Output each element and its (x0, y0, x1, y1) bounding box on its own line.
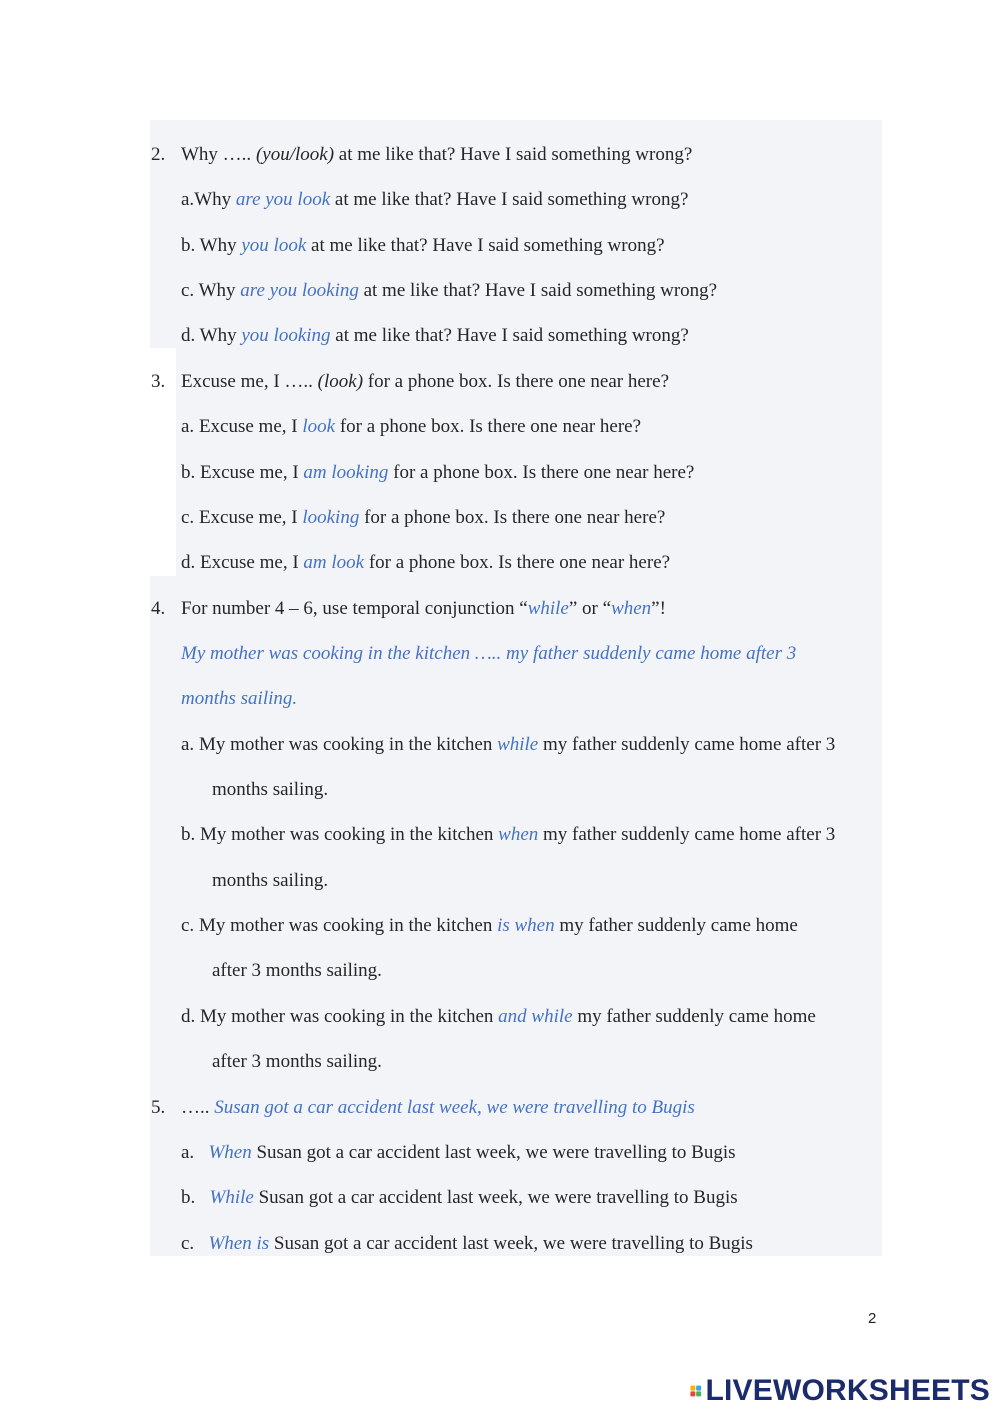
question-prompt: Why ….. (you/look) at me like that? Have I said something wrong? (181, 144, 693, 165)
option-item[interactable]: b. While Susan got a car accident last week, we were travelling to Bugis (181, 1187, 738, 1208)
option-item[interactable]: a. Excuse me, I look for a phone box. Is there one near here? (181, 416, 642, 437)
option-item[interactable]: a. My mother was cooking in the kitchen while my father suddenly came home after 3 (181, 734, 836, 755)
option-item[interactable]: b. Why you look at me like that? Have I said something wrong? (181, 235, 665, 256)
question-number: 4. (151, 598, 166, 619)
option-continuation: after 3 months sailing. (212, 960, 382, 981)
question-sentence: My mother was cooking in the kitchen ….. my father suddenly came home after 3 (181, 643, 797, 664)
option-item[interactable]: c. My mother was cooking in the kitchen is when my father suddenly came home (181, 915, 798, 936)
option-item[interactable]: b. Excuse me, I am looking for a phone box. Is there one near here? (181, 462, 695, 483)
option-item[interactable]: c. Why are you looking at me like that? Have I said something wrong? (181, 280, 718, 301)
question-instruction: For number 4 – 6, use temporal conjunction “while” or “when”! (181, 598, 666, 619)
option-item[interactable]: b. My mother was cooking in the kitchen when my father suddenly came home after 3 (181, 824, 836, 845)
question-sentence: months sailing. (181, 688, 298, 709)
liveworksheets-logo-icon (690, 1377, 702, 1405)
option-item[interactable]: d. Excuse me, I am look for a phone box. Is there one near here? (181, 552, 671, 573)
question-prompt: ….. Susan got a car accident last week, we were travelling to Bugis (181, 1097, 695, 1118)
option-item[interactable]: c. Excuse me, I looking for a phone box. Is there one near here? (181, 507, 666, 528)
option-item[interactable]: a.Why are you look at me like that? Have I said something wrong? (181, 189, 689, 210)
option-continuation: after 3 months sailing. (212, 1051, 382, 1072)
page-number: 2 (868, 1310, 877, 1327)
question-number: 2. (151, 144, 166, 165)
option-item[interactable]: d. My mother was cooking in the kitchen and while my father suddenly came home (181, 1006, 816, 1027)
brand-name: LIVEWORKSHEETS (705, 1374, 990, 1407)
option-item[interactable]: d. Why you looking at me like that? Have I said something wrong? (181, 325, 689, 346)
question-prompt: Excuse me, I ….. (look) for a phone box. Is there one near here? (181, 371, 669, 392)
question-number: 3. (151, 371, 166, 392)
liveworksheets-logo[interactable] (690, 1374, 990, 1408)
option-continuation: months sailing. (212, 779, 329, 800)
question-number: 5. (151, 1097, 166, 1118)
option-continuation: months sailing. (212, 870, 329, 891)
option-item[interactable]: a. When Susan got a car accident last week, we were travelling to Bugis (181, 1142, 736, 1163)
option-item[interactable]: c. When is Susan got a car accident last week, we were travelling to Bugis (181, 1233, 753, 1254)
